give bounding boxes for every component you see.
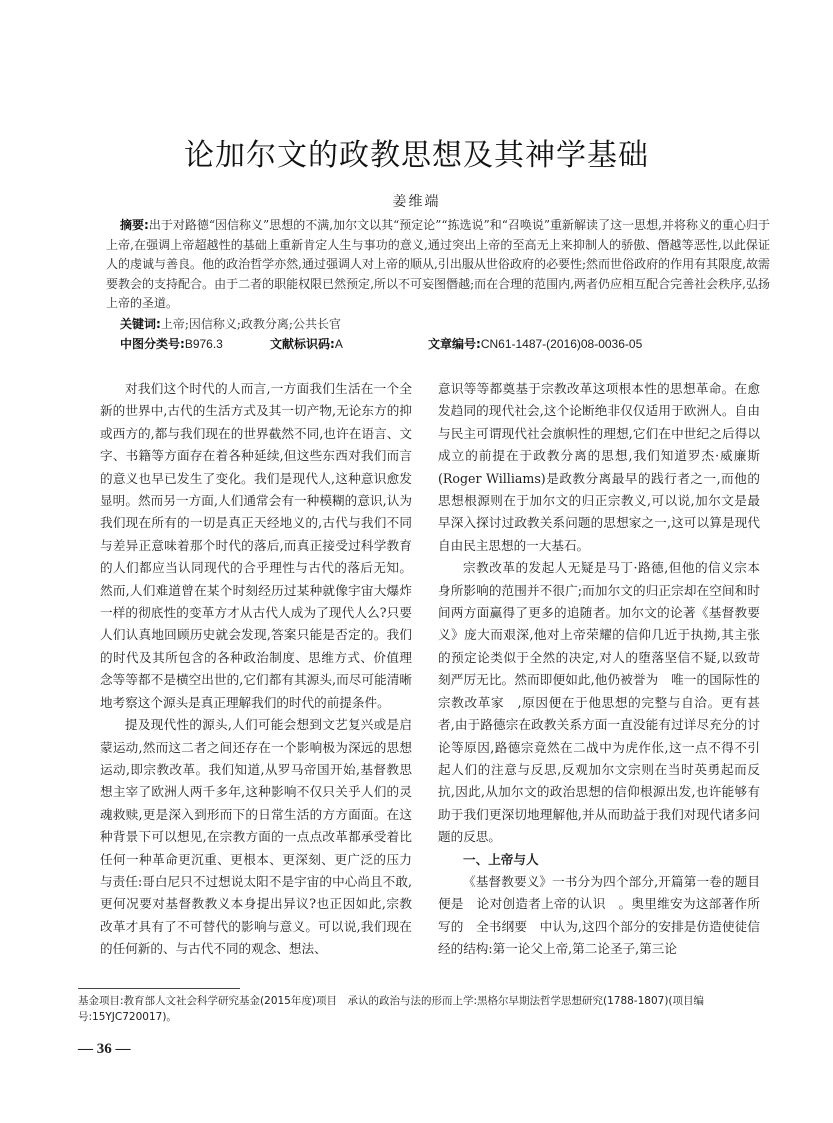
- page-header-block: [0, 0, 833, 355]
- clc-label: 中图分类号:: [120, 337, 185, 351]
- funding-footnote: 基金项目:教育部人文社会科学研究基金(2015年度)项目 承认的政治与法的形而上学:黑格尔早期法哲学思想研究(1788-1807)(项目编号:15YJC720017)。: [78, 995, 705, 1023]
- body-columns: [100, 378, 760, 961]
- paper-title: 论加尔文的政教思想及其神学基础: [184, 138, 649, 173]
- author-name: 姜维端: [392, 194, 441, 210]
- doc-value: A: [334, 337, 343, 351]
- right-column: [438, 378, 760, 961]
- abstract-label: 摘要:: [120, 218, 149, 232]
- footnote-divider: [78, 988, 240, 989]
- clc-value: B976.3: [184, 337, 223, 351]
- document-code: [270, 335, 428, 355]
- keywords: [120, 315, 770, 335]
- abstract: [106, 216, 770, 314]
- body-paragraph-continued: 意识等等都奠基于宗教改革这项根本性的思想革命。在愈发趋同的现代社会,这个论断绝非仅仅适用于欧洲人。自由与民主可谓现代社会旗帜性的理想,它们在中世纪之后得以成立的前提在于政教分离的思想,我们知道罗杰·威廉斯(Roger Williams)是政教分离最早的践行者之一,而他的思想根源则在于加尔文的归正宗教义,可以说,加尔文是最早深入探讨过政教关系问题的思想家之一,这可以算是现代自由民主思想的一大基石。: [438, 381, 760, 553]
- keywords-label: 关键词:: [120, 316, 161, 331]
- keywords-text: 上帝;因信称义;政教分离;公共长官: [160, 316, 341, 331]
- left-column: [100, 378, 412, 961]
- abstract-text: 出于对路德“因信称义”思想的不满,加尔文以其“预定论”“拣选说”和“召唤说”重新解读了这一思想,并将称义的重心归于上帝,在强调上帝超越性的基础上重新肯定人生与事功的意义,通过突出上帝的至高无上来抑制人的骄傲、僭越等恶性,以此保证人的虔诚与善良。他的政治哲学亦然,通过强调人对上帝的顺从,引出服从世俗政府的必要性;然而世俗政府的作用有其限度,故需要教会的支持配合。由于二者的职能权限已然预定,所以不可妄图僭越;而在合理的范围内,两者仍应相互配合完善社会秩序,弘扬上帝的圣道。: [106, 218, 770, 310]
- body-paragraph: 《基督教要义》一书分为四个部分,开篇第一卷的题目便是 论对创造者上帝的认识 。奥里维安为这部著作所写的 全书纲要 中认为,这四个部分的安排是仿造使徒信经的结构:第一论父上帝,第二论圣子,第三论: [438, 873, 760, 957]
- article-value: CN61-1487-(2016)08-0036-05: [480, 337, 643, 351]
- article-label: 文章编号:: [428, 337, 481, 351]
- article-number: [428, 335, 642, 355]
- body-paragraph: 对我们这个时代的人而言,一方面我们生活在一个全新的世界中,古代的生活方式及其一切产物,无论东方的抑或西方的,都与我们现在的世界截然不同,也许在语言、文字、书籍等方面存在着各种延续,但这些东西对我们而言的意义也早已发生了变化。我们是现代人,这种意识愈发显明。然而另一方面,人们通常会有一种模糊的意识,认为我们现在所有的一切是真正天经地义的,古代与我们不同与差异正意味着那个时代的落后,而真正接受过科学教育的人们都应当认同现代的合乎理性与古代的落后无知。然而,人们难道曾在某个时刻经历过某种就像宇宙大爆炸一样的彻底性的变革方才从古代人成为了现代人么?只要人们认真地回顾历史就会发现,答案只能是否定的。我们的时代及其所包含的各种政治制度、思维方式、价值理念等等都不是横空出世的,它们都有其源头,而尽可能清晰地考察这个源头是真正理解我们的时代的前提条件。: [100, 381, 412, 710]
- classification-info: [120, 335, 770, 355]
- abstract-paragraph: [106, 216, 770, 314]
- clc-number: [120, 335, 270, 355]
- body-paragraph: 宗教改革的发起人无疑是马丁·路德,但他的信义宗本身所影响的范围并不很广;而加尔文的归正宗却在空间和时间两方面赢得了更多的追随者。加尔文的论著《基督教要义》庞大而艰深,他对上帝荣耀的信仰几近于执拗,其主张的预定论类似于全然的决定,对人的堕落坚信不疑,以致苛刻严厉无比。然而即便如此,他仍被誉为 唯一的国际性的宗教改革家 ,原因便在于他思想的完整与自洽。更有甚者,由于路德宗在政教关系方面一直没能有过详尽充分的讨论等原因,路德宗竟然在二战中为虎作伥,这一点不得不引起人们的注意与反思,反观加尔文宗则在当时英勇起而反抗,因此,从加尔文的政治思想的信仰根源出发,也许能够有助于我们更深切地理解他,并从而助益于我们对现代诸多问题的反思。: [438, 560, 760, 845]
- page-footer: [78, 988, 768, 1059]
- doc-label: 文献标识码:: [270, 337, 335, 351]
- section-heading: 一、上帝与人: [463, 851, 539, 867]
- page-number: — 36 —: [78, 1041, 131, 1057]
- body-paragraph: 提及现代性的源头,人们可能会想到文艺复兴或是启蒙运动,然而这二者之间还存在一个影响极为深远的思想运动,即宗教改革。我们知道,从罗马帝国开始,基督教思想主宰了欧洲人两千多年,这种影响不仅只关乎人们的灵魂救赎,更是深入到形而下的日常生活的方方面面。在这种背景下可以想见,在宗教方面的一点点改革都承受着比任何一种革命更沉重、更根本、更深刻、更广泛的压力与责任:哥白尼只不过想说太阳不是宇宙的中心尚且不敢,更何况要对基督教教义本身提出异议?也正因如此,宗教改革才具有了不可替代的影响与意义。可以说,我们现在的任何新的、与古代不同的观念、想法、: [100, 717, 412, 957]
